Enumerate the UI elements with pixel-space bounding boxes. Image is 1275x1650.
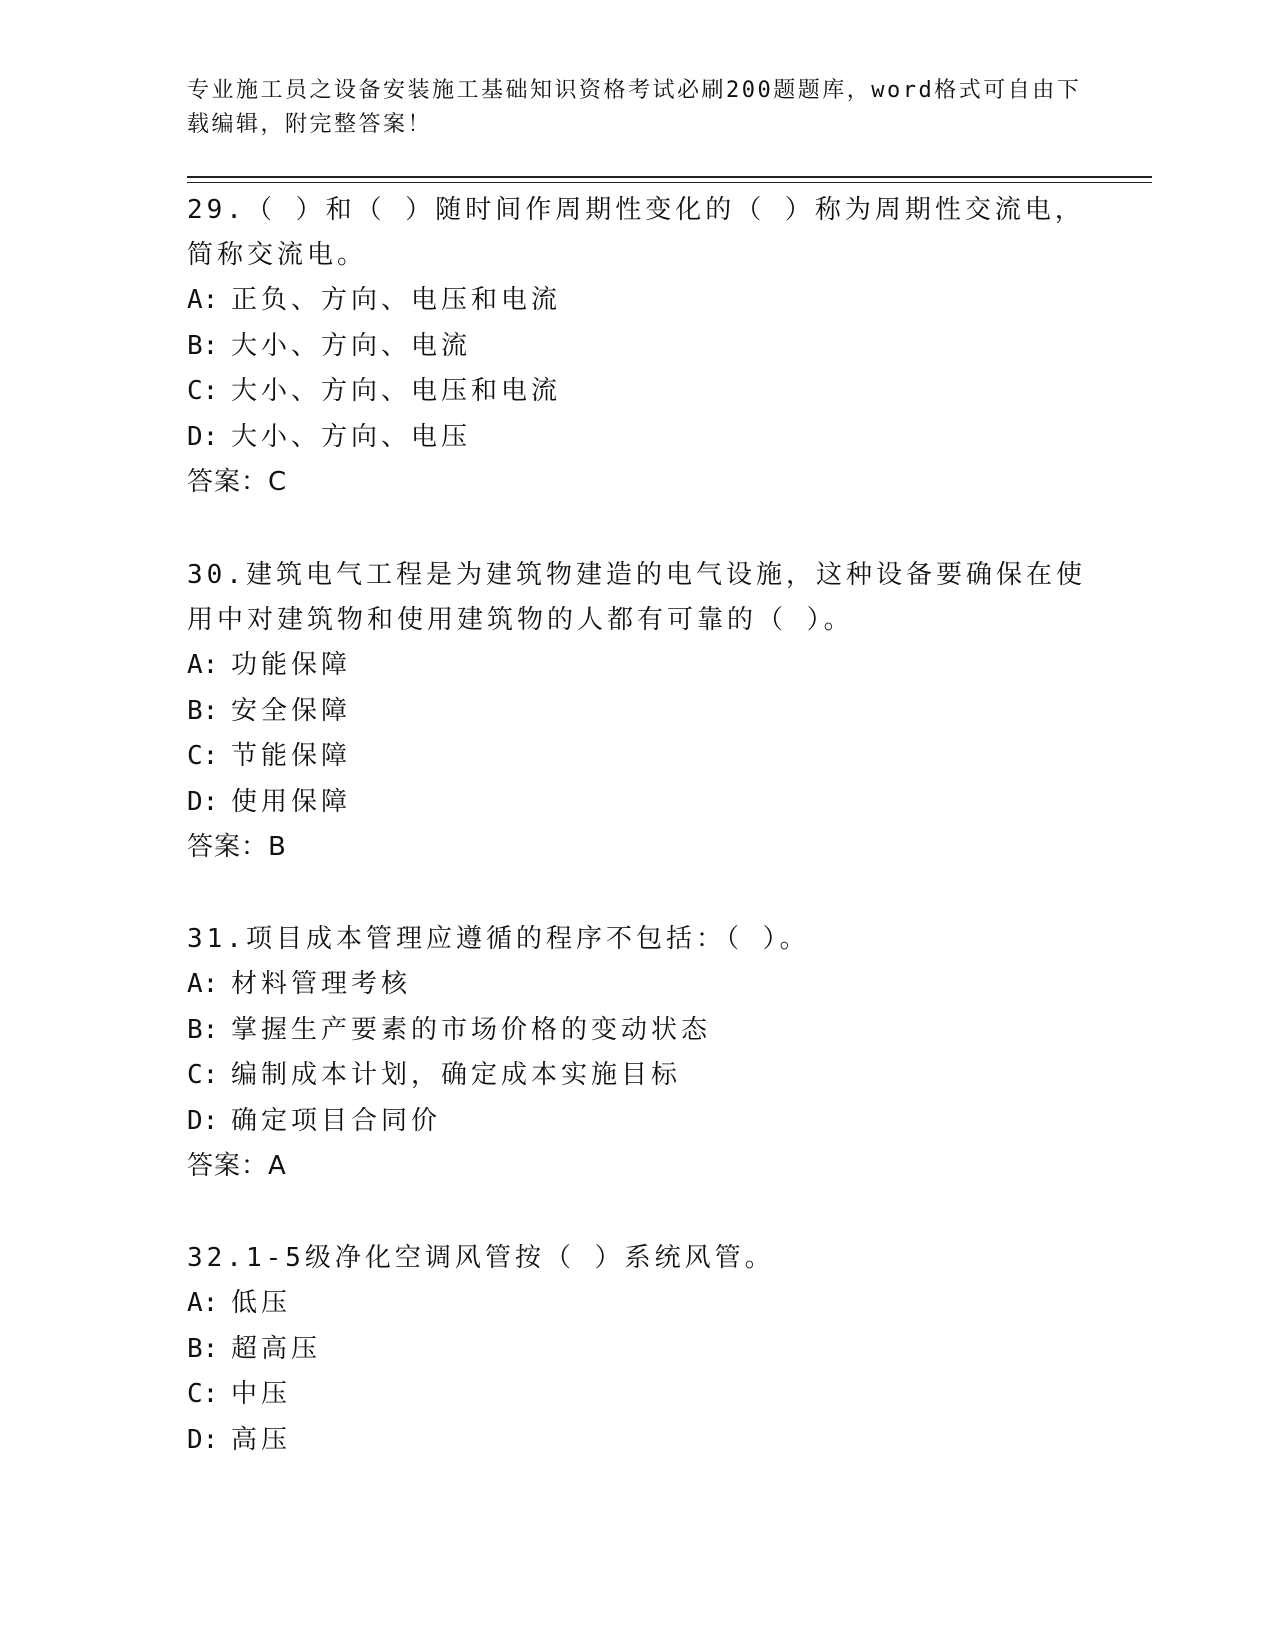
option-text: 大小、方向、电压和电流 bbox=[231, 376, 562, 406]
option-text: 使用保障 bbox=[231, 786, 352, 817]
option-key: A: bbox=[187, 285, 219, 315]
option-text: 安全保障 bbox=[231, 695, 352, 726]
option-a bbox=[187, 1281, 1087, 1327]
header-divider-thin bbox=[187, 182, 1152, 183]
option-key: C: bbox=[187, 741, 219, 771]
option-c bbox=[187, 1053, 1087, 1099]
option-key: D: bbox=[187, 786, 219, 817]
question-29 bbox=[187, 188, 1087, 506]
option-a bbox=[187, 278, 1087, 324]
option-d bbox=[187, 780, 1087, 826]
answer-line: 答案：B bbox=[187, 832, 287, 862]
option-key: C: bbox=[187, 376, 219, 406]
question-31 bbox=[187, 917, 1087, 1190]
option-key: A: bbox=[187, 1288, 219, 1318]
option-d bbox=[187, 415, 1087, 461]
option-key: D: bbox=[187, 1105, 219, 1136]
option-text: 确定项目合同价 bbox=[231, 1105, 442, 1136]
option-text: 低压 bbox=[231, 1288, 292, 1318]
document-header: 专业施工员之设备安装施工基础知识资格考试必刷200题题库，word格式可自由下载编辑，附完整答案！ bbox=[187, 78, 1082, 137]
option-text: 掌握生产要素的市场价格的变动状态 bbox=[231, 1014, 712, 1045]
question-stem: 32.1-5级净化空调风管按（ ）系统风管。 bbox=[187, 1243, 775, 1273]
question-stem: 31.项目成本管理应遵循的程序不包括：（ ）。 bbox=[187, 924, 810, 954]
option-b bbox=[187, 1327, 1087, 1373]
option-text: 编制成本计划，确定成本实施目标 bbox=[231, 1060, 682, 1090]
option-key: D: bbox=[187, 1424, 219, 1455]
question-32 bbox=[187, 1236, 1087, 1463]
option-text: 中压 bbox=[231, 1379, 292, 1409]
option-c bbox=[187, 369, 1087, 415]
option-text: 正负、方向、电压和电流 bbox=[231, 285, 562, 315]
answer-line: 答案：C bbox=[187, 467, 288, 497]
option-text: 功能保障 bbox=[231, 650, 352, 680]
option-b bbox=[187, 1008, 1087, 1054]
option-c bbox=[187, 734, 1087, 780]
option-b bbox=[187, 324, 1087, 370]
option-b bbox=[187, 689, 1087, 735]
question-stem: 30.建筑电气工程是为建筑物建造的电气设施，这种设备要确保在使用中对建筑物和使用建筑物的人都有可靠的（ ）。 bbox=[187, 560, 1086, 635]
option-d bbox=[187, 1099, 1087, 1145]
option-d bbox=[187, 1418, 1087, 1464]
option-text: 超高压 bbox=[231, 1333, 322, 1364]
option-text: 节能保障 bbox=[231, 741, 352, 771]
option-text: 大小、方向、电压 bbox=[231, 421, 472, 452]
option-key: B: bbox=[187, 330, 219, 361]
option-key: C: bbox=[187, 1379, 219, 1409]
answer-line: 答案：A bbox=[187, 1151, 287, 1181]
option-a bbox=[187, 962, 1087, 1008]
option-key: B: bbox=[187, 695, 219, 726]
question-stem: 29.（ ）和（ ）随时间作周期性变化的（ ）称为周期性交流电，简称交流电。 bbox=[187, 195, 1085, 270]
option-key: D: bbox=[187, 421, 219, 452]
option-key: C: bbox=[187, 1060, 219, 1090]
option-key: B: bbox=[187, 1014, 219, 1045]
option-key: A: bbox=[187, 969, 219, 999]
option-key: B: bbox=[187, 1333, 219, 1364]
option-text: 材料管理考核 bbox=[231, 969, 412, 999]
option-key: A: bbox=[187, 650, 219, 680]
header-divider-thick bbox=[187, 176, 1152, 178]
question-30 bbox=[187, 553, 1087, 871]
option-a bbox=[187, 643, 1087, 689]
option-text: 高压 bbox=[231, 1424, 292, 1455]
option-c bbox=[187, 1372, 1087, 1418]
option-text: 大小、方向、电流 bbox=[231, 330, 472, 361]
